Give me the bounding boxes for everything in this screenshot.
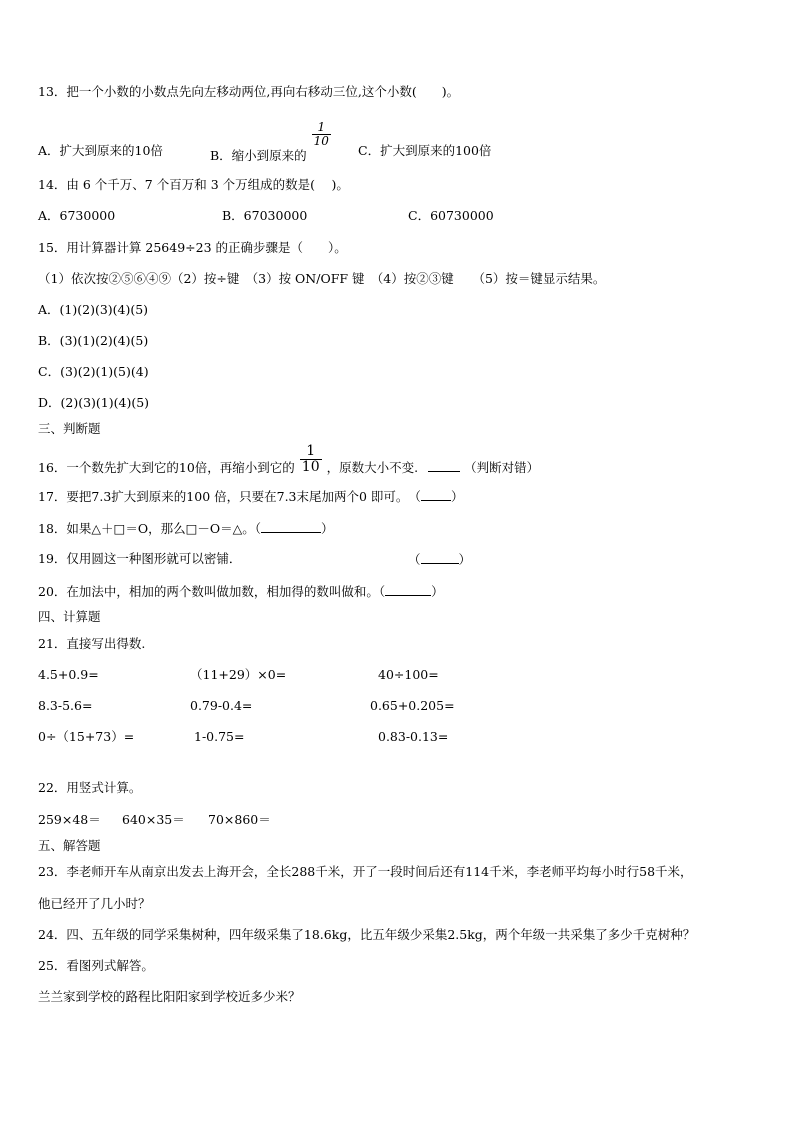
q19-open: （ [408,552,421,567]
q15-steps: （1）依次按②⑤⑥④⑨（2）按÷键 （3）按 ON/OFF 键 （4）按②③键 （5）按＝键显示结果。 [38,271,606,286]
section-5-title: 五、解答题 [38,838,101,853]
q23-line-1: 23．李老师开车从南京出发去上海开会，全长288千米，开了一段时间后还有114千米，李老师平均每小时行58千米， [38,864,693,879]
q25-stem: 25．看图列式解答。 [38,958,154,973]
q14-option-b: B．67030000 [222,208,308,223]
q16-fraction [300,444,322,475]
q15-stem: 15．用计算器计算 25649÷23 的正确步骤是（ ）。 [38,240,347,255]
q21-stem: 21．直接写出得数. [38,636,146,651]
q17-text: 17．要把7.3扩大到原来的100 倍，只要在7.3末尾加两个0 即可。 （ [38,489,421,504]
q19-answer [408,551,471,568]
q19-answer-blank[interactable] [421,551,459,564]
q19-close: ） [458,552,472,567]
q21-r2-c1: 8.3-5.6= [38,698,93,713]
q13-option-a: A．扩大到原来的10倍 [38,143,163,158]
q23-line-2: 他已经开了几小时？ [38,896,151,911]
q14-option-a: A．6730000 [38,208,116,223]
q14-stem: 14．由 6 个千万、7 个百万和 3 个万组成的数是( )。 [38,177,349,192]
q21-r1-c3: 40÷100= [378,667,439,682]
q16 [38,444,539,480]
q15-option-c: C．(3)(2)(1)(5)(4) [38,364,149,379]
q15-option-b: B．(3)(1)(2)(4)(5) [38,333,149,348]
q20-text: 20．在加法中，相加的两个数叫做加数，相加得的数叫做和。（ [38,584,386,599]
q24: 24．四、五年级的同学采集树种，四年级采集了18.6kg，比五年级少采集2.5kg，两个年级一共采集了多少千克树种？ [38,927,696,942]
q20-answer-blank[interactable] [385,583,431,596]
q20-close: ） [431,584,444,599]
q13-option-b-fraction [312,121,331,148]
q17-close: ） [450,489,464,504]
section-3-title: 三、判断题 [38,421,101,436]
q18-text: 18．如果△＋□＝O，那么□－O＝△。（ [38,521,261,536]
q13-option-b [210,120,332,163]
q21-r3-c2: 1-0.75= [194,729,245,744]
q22-item-3: 70×860＝ [208,812,271,827]
q19-text: 19．仅用圆这一种图形就可以密铺． [38,551,242,566]
q13-option-b-label: B．缩小到原来的 [210,148,307,163]
q21-r2-c3: 0.65+0.205= [370,698,455,713]
q21-r1-c1: 4.5+0.9= [38,667,99,682]
q13-fraction-denominator: 10 [313,134,329,148]
q14-option-c: C．60730000 [408,208,494,223]
q18-close: ） [321,521,334,536]
q22-item-2: 640×35＝ [122,812,185,827]
q16-fraction-numerator: 1 [300,444,322,460]
q21-r1-c2: （11+29）×0= [190,667,287,682]
section-4-title: 四、计算题 [38,609,101,624]
q22-stem: 22．用竖式计算。 [38,780,142,795]
q21-r3-c1: 0÷（15+73）= [38,729,135,744]
q13-stem: 13．把一个小数的小数点先向左移动两位,再向右移动三位,这个小数( )。 [38,84,460,99]
q18 [38,520,334,537]
q16-fraction-denominator: 10 [301,459,320,475]
q20 [38,583,444,600]
q16-answer-blank[interactable] [428,459,460,472]
q22-item-1: 259×48＝ [38,812,101,827]
q15-option-a: A．(1)(2)(3)(4)(5) [38,302,149,317]
q15-option-d: D．(2)(3)(1)(4)(5) [38,395,150,410]
q21-r2-c2: 0.79-0.4= [190,698,253,713]
q21-r3-c3: 0.83-0.13= [378,729,449,744]
q17 [38,488,463,505]
q16-tail: （判断对错） [464,460,540,475]
q16-suffix: ，原数大小不变. [326,460,419,475]
q16-prefix: 16．一个数先扩大到它的10倍，再缩小到它的 [38,460,295,475]
q17-answer-blank[interactable] [421,488,451,501]
q13-option-c: C．扩大到原来的100倍 [358,143,492,158]
q13-fraction-numerator: 1 [312,121,331,135]
q18-answer-blank[interactable] [261,520,321,533]
q25-question: 兰兰家到学校的路程比阳阳家到学校近多少米？ [38,989,301,1004]
q19 [38,551,478,567]
